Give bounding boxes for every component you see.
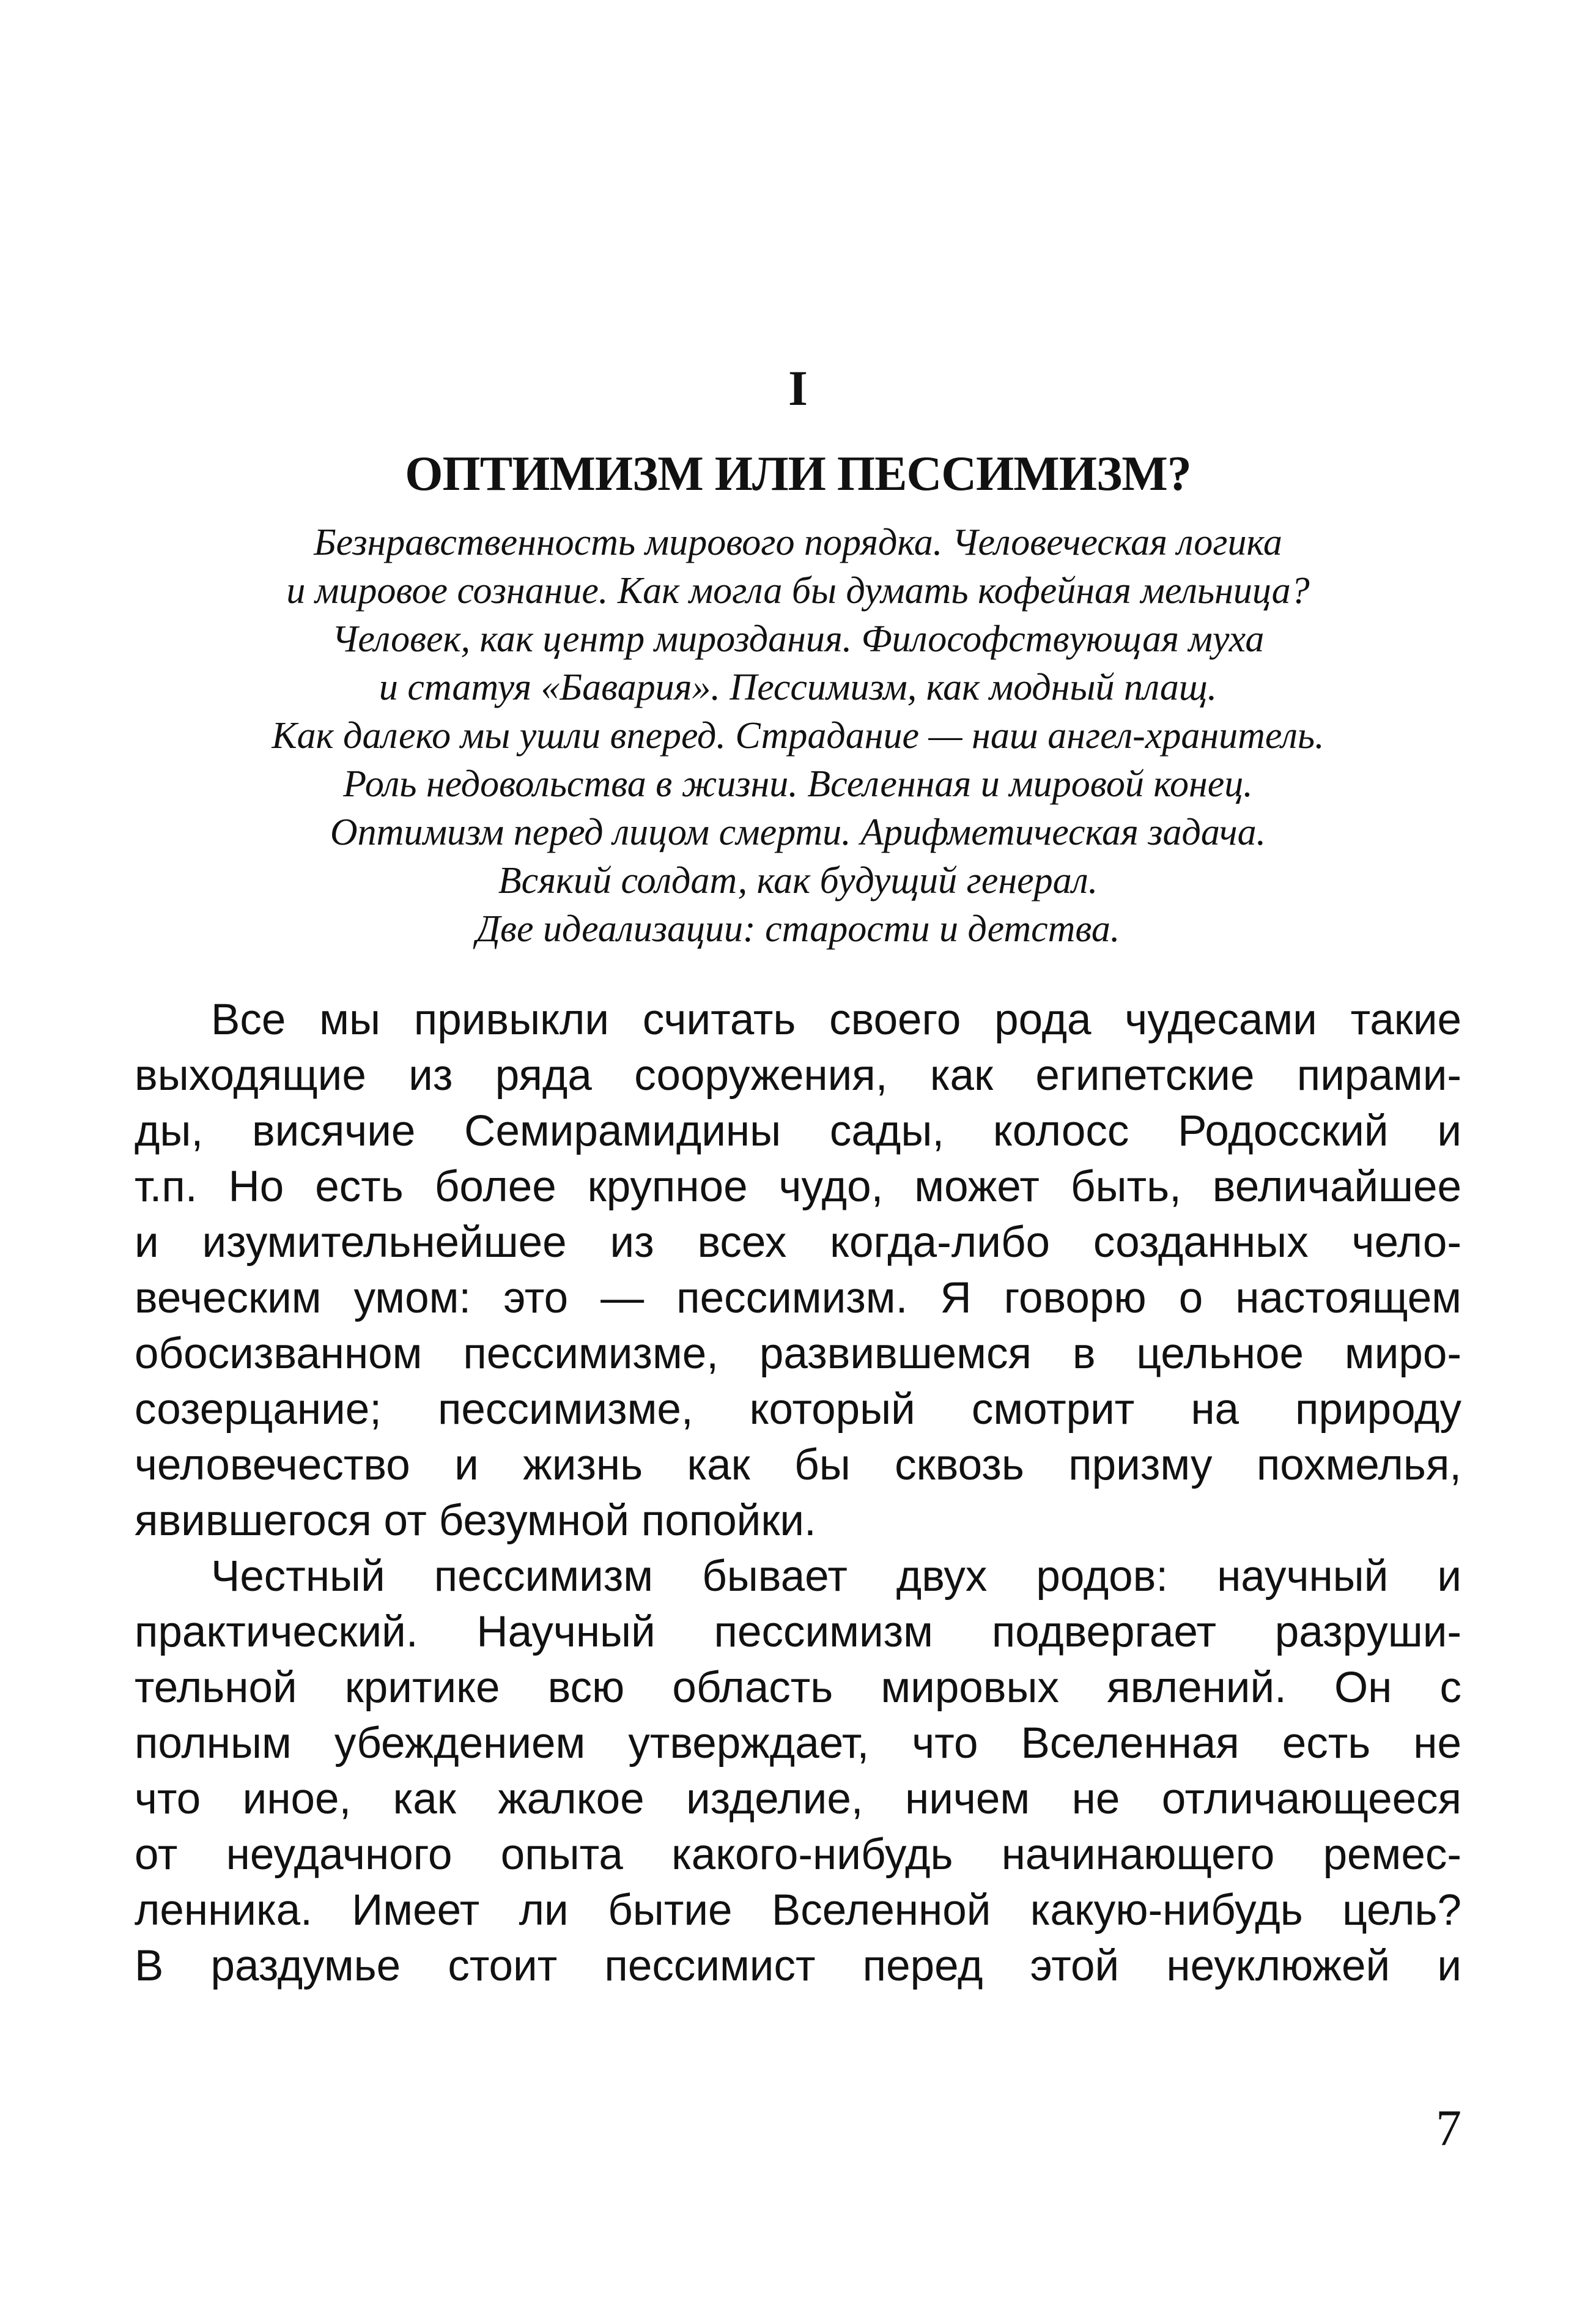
text-line: человечество и жизнь как бы сквозь призму похмелья, (135, 1441, 1461, 1489)
text-line: созерцание; пессимизме, который смотрит на природу (135, 1385, 1461, 1434)
summary-line: и статуя «Бавария». Пессимизм, как модный плащ. (379, 667, 1217, 708)
summary-line: Оптимизм перед лицом смерти. Арифметическая задача. (330, 812, 1266, 853)
text-line: выходящие из ряда сооружения, как египетские пирами- (135, 1051, 1461, 1100)
text-line: т.п. Но есть более крупное чудо, может быть, величайшее (135, 1163, 1461, 1211)
text-line: что иное, как жалкое изделие, ничем не отличающееся (135, 1775, 1461, 1823)
text-line: практический. Научный пессимизм подвергает разруши- (135, 1608, 1461, 1656)
text-line: тельной критике всю область мировых явлений. Он с (135, 1664, 1461, 1712)
text-line: обосизванном пессимизме, развившемся в цельное миро- (135, 1330, 1461, 1378)
text-line: явившегося от безумной попойки. (135, 1497, 816, 1545)
summary-line: и мировое сознание. Как могла бы думать кофейная мельница? (286, 570, 1310, 612)
paragraph-2 (135, 1549, 1461, 1994)
text-line: веческим умом: это — пессимизм. Я говорю о настоящем (135, 1274, 1461, 1322)
text-line: полным убеждением утверждает, что Вселенная есть не (135, 1719, 1461, 1768)
summary-line: Как далеко мы ушли вперед. Страдание — наш ангел-хранитель. (272, 715, 1324, 757)
summary-line: Безнравственность мирового порядка. Человеческая логика (314, 522, 1282, 563)
chapter-title: ОПТИМИЗМ ИЛИ ПЕССИМИЗМ? (405, 447, 1191, 501)
text-line: Честный пессимизм бывает двух родов: научный и (211, 1552, 1461, 1601)
text-line: и изумительнейшее из всех когда-либо созданных чело- (135, 1218, 1461, 1267)
summary-line: Всякий солдат, как будущий генерал. (498, 860, 1098, 902)
summary-line: Роль недовольства в жизни. Вселенная и мировой конец. (343, 763, 1253, 805)
body-text (135, 992, 1461, 1994)
text-line: ды, висячие Семирамидины сады, колосс Родосский и (135, 1107, 1461, 1155)
text-line: ленника. Имеет ли бытие Вселенной какую-нибудь цель? (135, 1886, 1461, 1935)
text-line: Все мы привыкли считать своего рода чудесами такие (211, 996, 1461, 1044)
summary-line: Человек, как центр мироздания. Философствующая муха (331, 618, 1265, 660)
text-line: от неудачного опыта какого-нибудь начинающего ремес- (135, 1831, 1461, 1879)
chapter-number: I (788, 360, 808, 416)
summary-line: Две идеализации: старости и детства. (476, 908, 1120, 950)
paragraph-1 (135, 992, 1461, 1549)
text-line: В раздумье стоит пессимист перед этой неуклюжей и (135, 1942, 1461, 1990)
page-number: 7 (1436, 2100, 1461, 2157)
chapter-summary (122, 519, 1474, 953)
